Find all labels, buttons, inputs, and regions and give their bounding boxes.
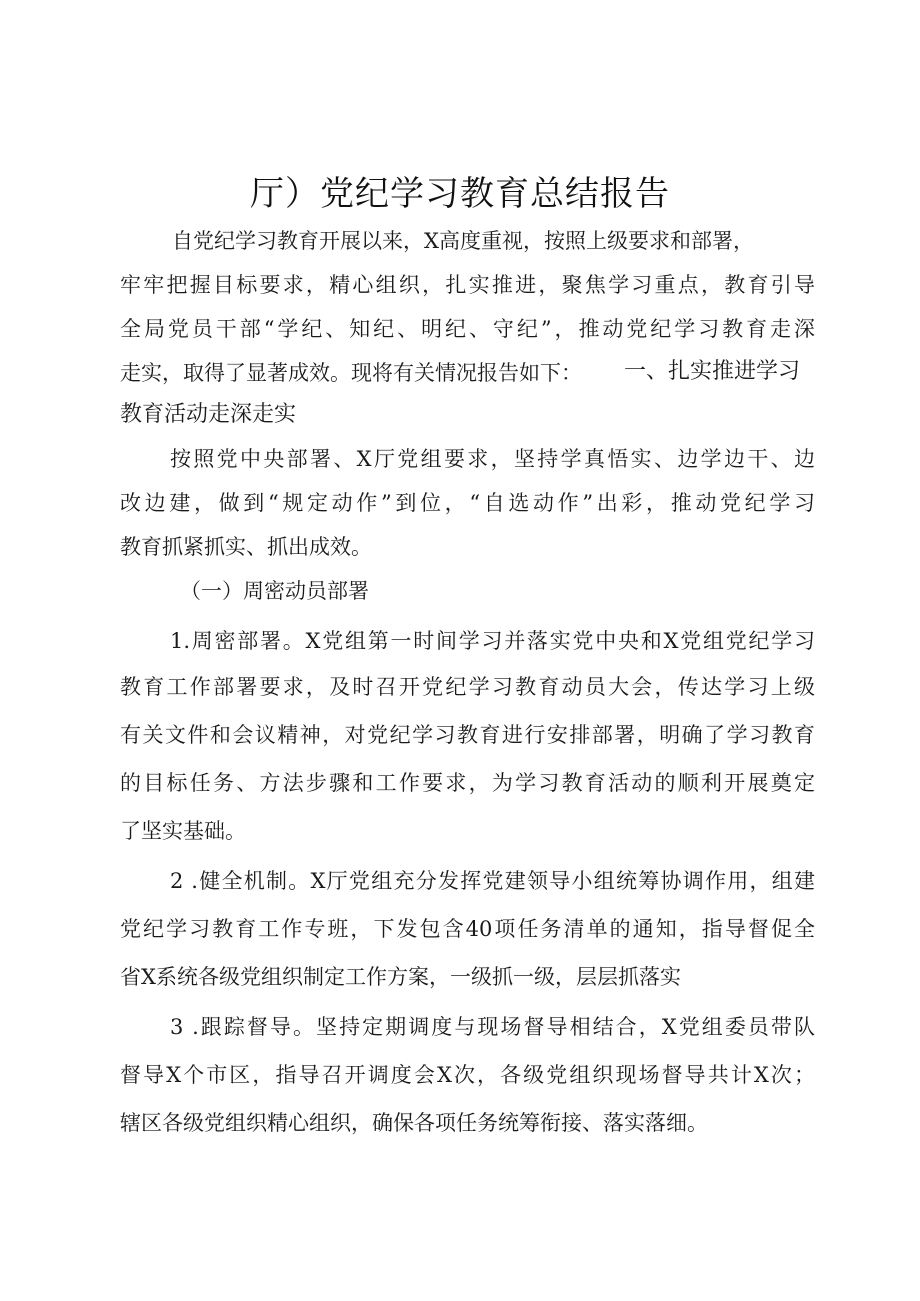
subsection-heading: （一）周密动员部署 [180,579,369,603]
paragraph-line: 全局党员干部“学纪、知纪、明纪、守纪”，推动党纪学习教育走深 [120,317,815,341]
paragraph-line: 改边建，做到“规定动作”到位，“自选动作”出彩，推动党纪学习 [120,491,815,515]
section-heading-continued: 教育活动走深走实 [120,402,297,427]
paragraph-line: 走实，取得了显著成效。现将有关情况报告如下： [120,361,582,385]
paragraph-line: 辖区各级党组织精心组织，确保各项任务统筹衔接、落实落细。 [120,1111,708,1135]
paragraph-line: 省X系统各级党组织制定工作方案，一级抓一级，层层抓落实 [120,965,681,989]
paragraph-line: 按照党中央部署、X厅党组要求，坚持学真悟实、边学边干、边 [170,447,815,471]
paragraph-line: 党纪学习教育工作专班，下发包含40项任务清单的通知，指导督促全 [120,917,815,941]
paragraph-line: 教育工作部署要求，及时召开党纪学习教育动员大会，传达学习上级 [120,675,815,699]
paragraph-line: 教育抓紧抓实、抓出成效。 [120,535,372,559]
paragraph-line: 1.周密部署。X党组第一时间学习并落实党中央和X党组党纪学习 [170,629,815,653]
paragraph-line: 自党纪学习教育开展以来，X高度重视，按照上级要求和部署， [172,229,754,253]
paragraph-line: 牢牢把握目标要求，精心组织，扎实推进，聚焦学习重点，教育引导 [120,273,815,297]
paragraph-line: 2 .健全机制。X厅党组充分发挥党建领导小组统筹协调作用，组建 [170,869,815,893]
paragraph-line: 督导X个市区，指导召开调度会X次，各级党组织现场督导共计X次； [120,1063,815,1087]
document-title: 厅）党纪学习教育总结报告 [250,174,670,214]
paragraph-line: 有关文件和会议精神，对党纪学习教育进行安排部署，明确了学习教育 [120,723,815,747]
paragraph-line: 的目标任务、方法步骤和工作要求，为学习教育活动的顺利开展奠定 [120,771,815,795]
paragraph-line: 了坚实基础。 [120,819,246,843]
section-heading: 一、扎实推进学习 [624,359,801,384]
paragraph-line: 3 .跟踪督导。坚持定期调度与现场督导相结合，X党组委员带队 [170,1015,815,1039]
